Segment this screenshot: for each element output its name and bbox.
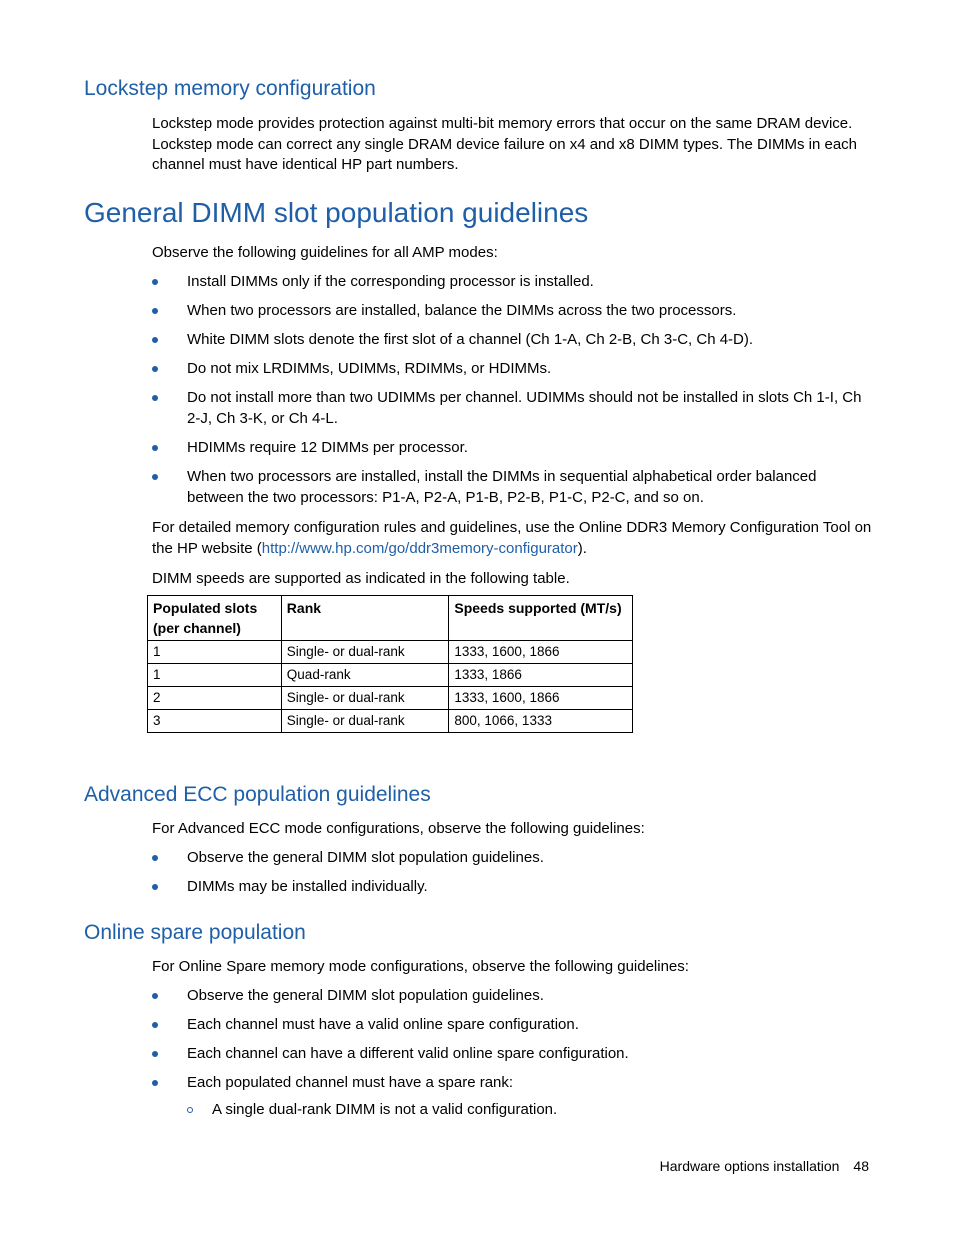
- table-cell: Single- or dual-rank: [281, 641, 449, 664]
- table-row: [148, 641, 633, 664]
- list-item: DIMMs may be installed individually.: [152, 877, 872, 898]
- config-tool-link[interactable]: http://www.hp.com/go/ddr3memory-configurator: [261, 539, 578, 557]
- table-cell: 1: [148, 664, 282, 687]
- list-item: When two processors are installed, balance the DIMMs across the two processors.: [152, 301, 872, 322]
- bullet-icon: [152, 884, 158, 890]
- list-item: Each channel can have a different valid online spare configuration.: [152, 1044, 872, 1065]
- bullet-icon: [152, 1022, 158, 1028]
- ecc-intro: For Advanced ECC mode configurations, observe the following guidelines:: [152, 820, 645, 837]
- bullet-icon: [152, 1080, 158, 1086]
- table-row: [148, 710, 633, 733]
- table-cell: Single- or dual-rank: [281, 710, 449, 733]
- spare-heading: Online spare population: [84, 921, 306, 944]
- bullet-icon: [152, 993, 158, 999]
- table-cell: 1: [148, 641, 282, 664]
- table-cell: Single- or dual-rank: [281, 687, 449, 710]
- list-item: Observe the general DIMM slot population guidelines.: [152, 848, 872, 869]
- table-cell: 1333, 1600, 1866: [449, 687, 633, 710]
- column-header: Rank: [281, 596, 449, 641]
- list-item: Install DIMMs only if the corresponding processor is installed.: [152, 272, 872, 293]
- general-intro: Observe the following guidelines for all AMP modes:: [152, 244, 498, 261]
- footer-section-title: Hardware options installation: [659, 1158, 840, 1174]
- circle-bullet-icon: [187, 1107, 193, 1113]
- dimm-speed-table: [147, 595, 633, 733]
- bullet-icon: [152, 855, 158, 861]
- column-header: Populated slots (per channel): [148, 596, 282, 641]
- sub-list-item: A single dual-rank DIMM is not a valid configuration.: [187, 1100, 867, 1121]
- list-item: White DIMM slots denote the first slot of a channel (Ch 1-A, Ch 2-B, Ch 3-C, Ch 4-D).: [152, 330, 872, 351]
- table-row: [148, 687, 633, 710]
- table-cell: 1333, 1866: [449, 664, 633, 687]
- table-cell: Quad-rank: [281, 664, 449, 687]
- bullet-icon: [152, 445, 158, 451]
- column-header: Speeds supported (MT/s): [449, 596, 633, 641]
- list-item: HDIMMs require 12 DIMMs per processor.: [152, 438, 872, 459]
- lockstep-body: Lockstep mode provides protection against multi-bit memory errors that occur on the same DRAM device. Lockstep mode can correct any single DRAM device failure on x4 and x8 DIMM types. The DIMMs in each channel must have identical HP part numbers.: [152, 115, 858, 173]
- spare-intro: For Online Spare memory mode configurations, observe the following guidelines:: [152, 958, 689, 975]
- bullet-icon: [152, 337, 158, 343]
- bullet-icon: [152, 366, 158, 372]
- list-item: Each channel must have a valid online spare configuration.: [152, 1015, 872, 1036]
- bullet-icon: [152, 279, 158, 285]
- page-footer: [660, 1158, 869, 1174]
- table-header-row: [148, 596, 633, 641]
- general-heading: General DIMM slot population guidelines: [84, 197, 589, 228]
- table-cell: 3: [148, 710, 282, 733]
- table-intro: DIMM speeds are supported as indicated in the following table.: [152, 570, 570, 587]
- bullet-icon: [152, 474, 158, 480]
- list-item: Do not mix LRDIMMs, UDIMMs, RDIMMs, or HDIMMs.: [152, 359, 872, 380]
- lockstep-heading: Lockstep memory configuration: [84, 77, 376, 100]
- ecc-heading: Advanced ECC population guidelines: [84, 783, 431, 806]
- table-cell: 800, 1066, 1333: [449, 710, 633, 733]
- bullet-icon: [152, 308, 158, 314]
- config-tool-paragraph: For detailed memory configuration rules and guidelines, use the Online DDR3 Memory Configuration Tool on the HP website (http://www.hp.com/go/ddr3memory-configurator).: [152, 519, 872, 557]
- bullet-icon: [152, 395, 158, 401]
- list-item: Each populated channel must have a spare rank:: [152, 1073, 872, 1094]
- table-row: [148, 664, 633, 687]
- bullet-icon: [152, 1051, 158, 1057]
- list-item: Observe the general DIMM slot population guidelines.: [152, 986, 872, 1007]
- page-number: 48: [853, 1158, 869, 1174]
- list-item: Do not install more than two UDIMMs per channel. UDIMMs should not be installed in slots Ch 1-I, Ch 2-J, Ch 3-K, or Ch 4-L.: [152, 388, 872, 429]
- table-cell: 1333, 1600, 1866: [449, 641, 633, 664]
- table-cell: 2: [148, 687, 282, 710]
- list-item: When two processors are installed, install the DIMMs in sequential alphabetical order balanced between the two processors: P1-A, P2-A, P1-B, P2-B, P1-C, P2-C, and so on.: [152, 467, 872, 508]
